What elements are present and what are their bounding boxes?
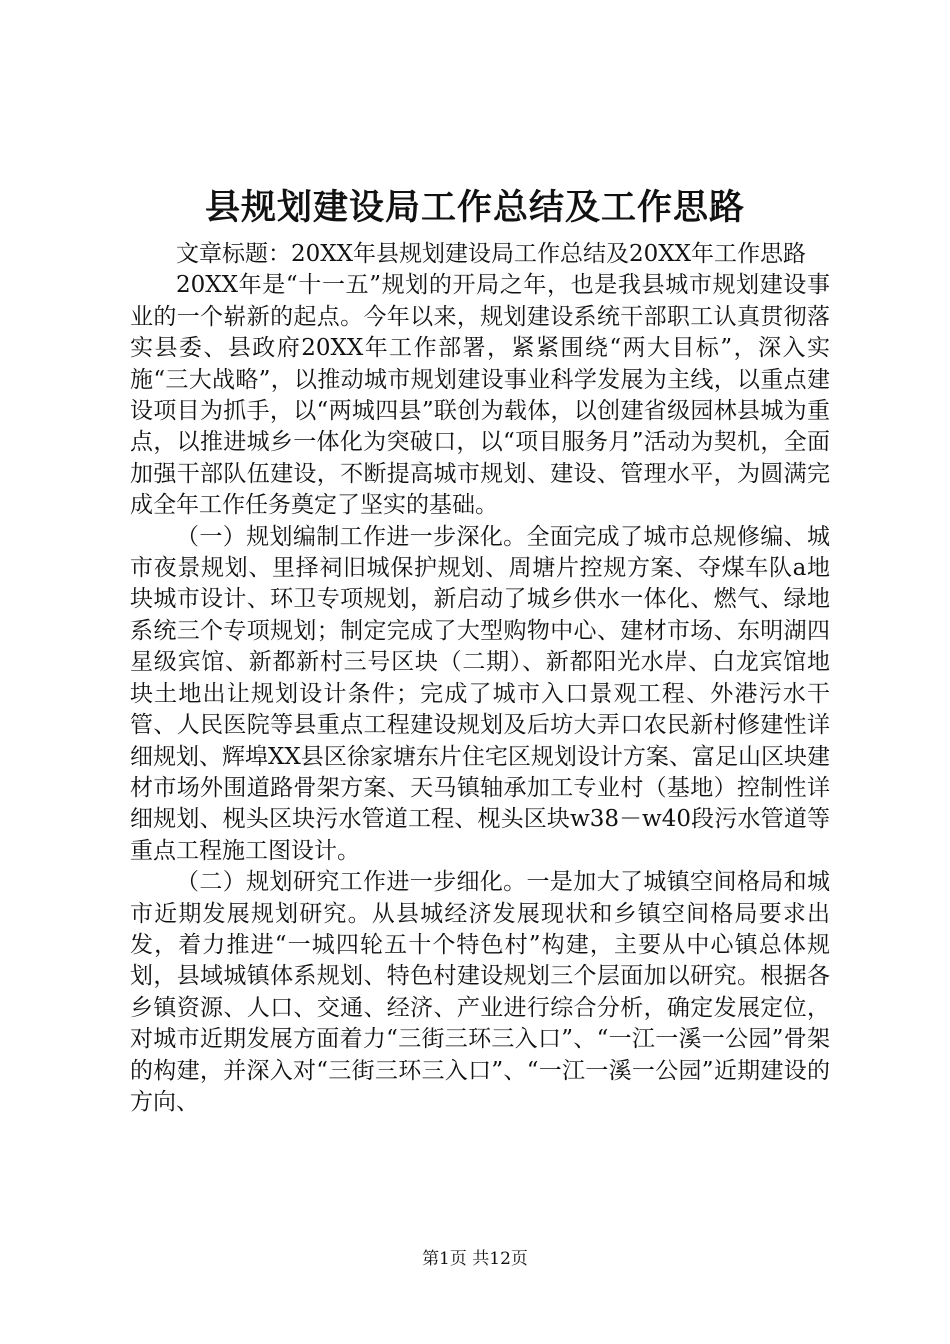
intro-paragraph: 20XX年是“十一五”规划的开局之年，也是我县城市规划建设事业的一个崭新的起点。今年以来，规划建设系统干部职工认真贯彻落实县委、县政府20XX年工作部署，紧紧围绕“两大目标”，深入实施“三大战略”，以推动城市规划建设事业科学发展为主线，以重点建设项目为抓手，以“两城四县”联创为载体，以创建省级园林县城为重点，以推进城乡一体化为突破口，以“项目服务月”活动为契机，全面加强干部队伍建设，不断提高城市规划、建设、管理水平，为圆满完成全年工作任务奠定了坚实的基础。 [130, 272, 830, 519]
section-1-paragraph: （一）规划编制工作进一步深化。全面完成了城市总规修编、城市夜景规划、里择祠旧城保护规划、周塘片控规方案、夺煤车队a地块城市设计、环卫专项规划，新启动了城乡供水一体化、燃气、绿地系统三个专项规划；制定完成了大型购物中心、建材市场、东明湖四星级宾馆、新都新村三号区块（二期）、新都阳光水岸、白龙宾馆地块土地出让规划设计条件；完成了城市入口景观工程、外港污水干管、人民医院等县重点工程建设规划及后坊大弄口农民新村修建性详细规划、辉埠XX县区徐家塘东片住宅区规划设计方案、富足山区块建材市场外围道路骨架方案、天马镇轴承加工专业村（基地）控制性详细规划、枧头区块污水管道工程、枧头区块w38－w40段污水管道等重点工程施工图设计。 [130, 523, 830, 864]
article-title-line: 文章标题：20XX年县规划建设局工作总结及20XX年工作思路 [176, 241, 807, 267]
document-title: 县规划建设局工作总结及工作思路 [204, 187, 745, 228]
document-body [130, 239, 830, 1118]
page-footer: 第1页 共12页 [422, 1249, 528, 1269]
section-2-paragraph: （二）规划研究工作进一步细化。一是加大了城镇空间格局和城市近期发展规划研究。从县城经济发展现状和乡镇空间格局要求出发，着力推进“一城四轮五十个特色村”构建，主要从中心镇总体规划，县域城镇体系规划、特色村建设规划三个层面加以研究。根据各乡镇资源、人口、交通、经济、产业进行综合分析，确定发展定位，对城市近期发展方面着力“三街三环三入口”、“一江一溪一公园”骨架的构建，并深入对“三街三环三入口”、“一江一溪一公园”近期建设的方向、 [130, 869, 830, 1115]
